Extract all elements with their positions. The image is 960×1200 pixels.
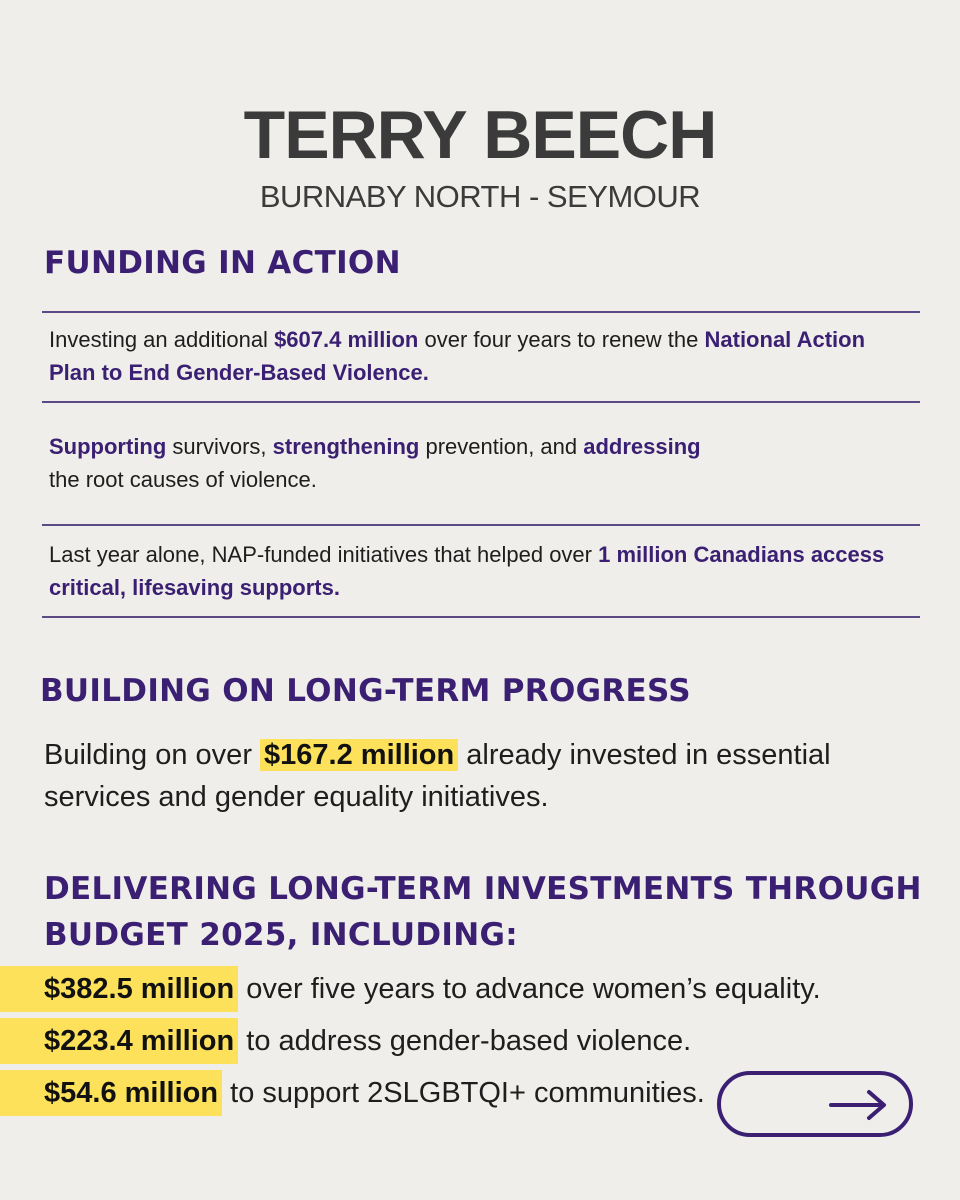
highlighted-amount: $382.5 million [0, 966, 238, 1012]
bold-text: 1 million Canadians access critical, lifesaving supports. [49, 542, 885, 600]
politician-name: TERRY BEECH [243, 97, 717, 173]
para-text: Building on over [44, 739, 261, 771]
investment-text: over five years to advance women’s equality. [238, 973, 821, 1005]
amount-text: $607.4 million [274, 327, 419, 352]
highlighted-amount: $54.6 million [0, 1070, 222, 1116]
plan-name: National Action Plan to End Gender-Based Violence. [49, 327, 866, 385]
para-text: already invested in essential services and gender equality initiatives. [44, 739, 831, 813]
divider [42, 524, 920, 526]
divider [42, 616, 920, 618]
divider [42, 401, 920, 403]
funding-item-1 [49, 323, 909, 389]
funding-item-2 [49, 430, 909, 496]
item-text: Last year alone, NAP-funded initiatives that helped over [49, 542, 599, 567]
building-paragraph [44, 734, 924, 818]
highlighted-amount: $223.4 million [0, 1018, 238, 1064]
item-text: the root causes of violence. [49, 467, 317, 492]
item-text: prevention, and [419, 434, 584, 459]
highlighted-amount: $167.2 million [260, 739, 458, 771]
bold-word: Supporting [49, 434, 167, 459]
investment-item [0, 1018, 691, 1064]
riding-name: BURNABY NORTH - SEYMOUR [259, 179, 701, 214]
divider [42, 311, 920, 313]
item-text: over four years to renew the [418, 327, 705, 352]
investment-text: to support 2SLGBTQI+ communities. [222, 1077, 705, 1109]
next-button[interactable] [717, 1071, 913, 1137]
arrow-right-icon [829, 1089, 887, 1121]
bold-word: addressing [583, 434, 701, 459]
investment-item [0, 966, 821, 1012]
item-text: Investing an additional [49, 327, 275, 352]
funding-heading: FUNDING IN ACTION [44, 245, 401, 281]
bold-word: strengthening [272, 434, 420, 459]
building-heading: BUILDING ON LONG-TERM PROGRESS [40, 673, 691, 709]
investment-item [0, 1070, 705, 1116]
investment-text: to address gender-based violence. [238, 1025, 692, 1057]
funding-item-3 [49, 538, 909, 604]
item-text: survivors, [166, 434, 273, 459]
delivering-heading: DELIVERING LONG-TERM INVESTMENTS THROUGH BUDGET 2025, INCLUDING: [44, 871, 922, 953]
header [0, 95, 960, 217]
